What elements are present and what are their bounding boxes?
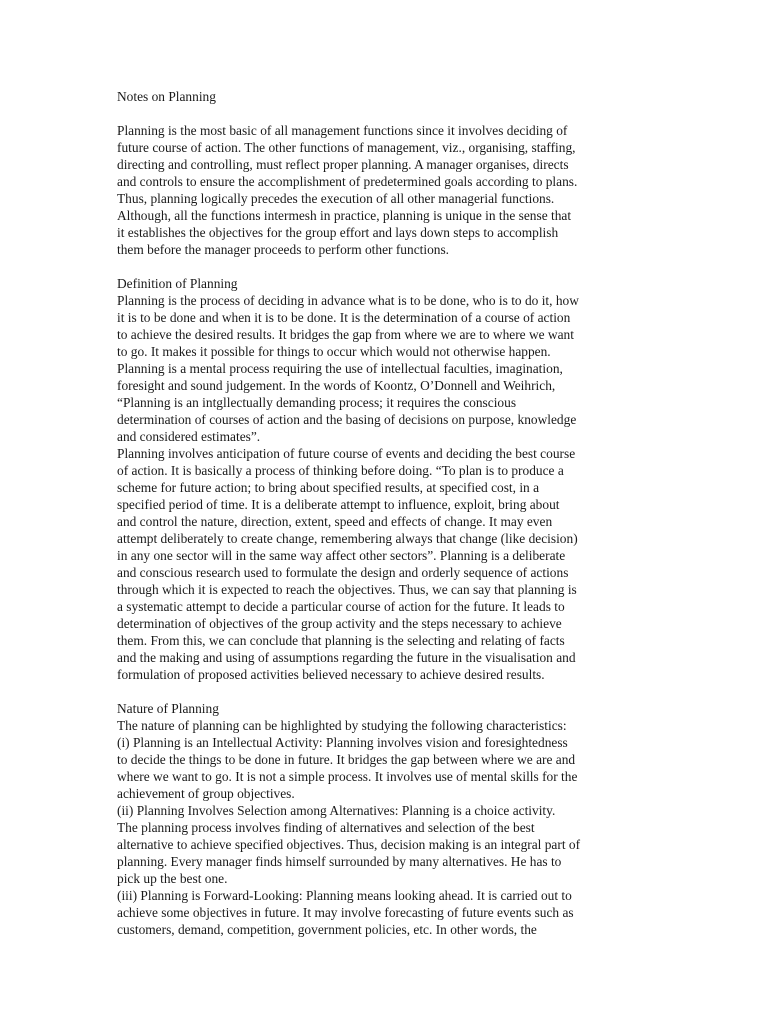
text-line: pick up the best one.	[117, 871, 228, 886]
text-line: where we want to go. It is not a simple process. It involves use of mental skills for the	[117, 769, 578, 784]
text-line: of action. It is basically a process of thinking before doing. “To plan is to produce a	[117, 463, 564, 478]
text-line: in any one sector will in the same way affect other sectors”. Planning is a deliberate	[117, 548, 566, 563]
text-line: directing and controlling, must reflect proper planning. A manager organises, directs	[117, 157, 569, 172]
text-line: future course of action. The other functions of management, viz., organising, staffing,	[117, 140, 576, 155]
text-line: it establishes the objectives for the group effort and lays down steps to accomplish	[117, 225, 559, 240]
definition-section	[117, 292, 657, 683]
text-line: customers, demand, competition, government policies, etc. In other words, the	[117, 922, 537, 937]
paragraph-gap	[117, 683, 657, 700]
text-line: to achieve the desired results. It bridges the gap from where we are to where we want	[117, 327, 574, 342]
text-line: it is to be done and when it is to be done. It is the determination of a course of action	[117, 310, 571, 325]
intro-paragraph	[117, 122, 657, 258]
text-line: to go. It makes it possible for things to occur which would not otherwise happen.	[117, 344, 551, 359]
text-line: them before the manager proceeds to perform other functions.	[117, 242, 450, 257]
text-line: determination of objectives of the group activity and the steps necessary to achieve	[117, 616, 562, 631]
paragraph-gap	[117, 258, 657, 275]
text-line: alternative to achieve specified objectives. Thus, decision making is an integral part of	[117, 837, 581, 852]
text-line: formulation of proposed activities believed necessary to achieve desired results.	[117, 667, 545, 682]
text-line: (iii) Planning is Forward-Looking: Planning means looking ahead. It is carried out to	[117, 888, 572, 903]
text-line: a systematic attempt to decide a particular course of action for the future. It leads to	[117, 599, 565, 614]
text-line: achievement of group objectives.	[117, 786, 295, 801]
text-line: The planning process involves finding of alternatives and selection of the best	[117, 820, 535, 835]
text-line: Planning involves anticipation of future course of events and deciding the best course	[117, 446, 576, 461]
text-line: Thus, planning logically precedes the execution of all other managerial functions.	[117, 191, 555, 206]
text-line: and the making and using of assumptions regarding the future in the visualisation and	[117, 650, 576, 665]
text-line: and considered estimates”.	[117, 429, 261, 444]
text-line: achieve some objectives in future. It may involve forecasting of future events such as	[117, 905, 574, 920]
text-line: planning. Every manager finds himself surrounded by many alternatives. He has to	[117, 854, 562, 869]
text-line: The nature of planning can be highlighted by studying the following characteristics:	[117, 718, 567, 733]
text-line: determination of courses of action and the basing of decisions on purpose, knowledge	[117, 412, 577, 427]
text-line: and control the nature, direction, extent, speed and effects of change. It may even	[117, 514, 553, 529]
text-line: specified period of time. It is a deliberate attempt to influence, exploit, bring about	[117, 497, 560, 512]
text-line: to decide the things to be done in future. It bridges the gap between where we are and	[117, 752, 576, 767]
text-line: Although, all the functions intermesh in practice, planning is unique in the sense that	[117, 208, 572, 223]
text-line: and controls to ensure the accomplishment of predetermined goals according to plans.	[117, 174, 578, 189]
document-title: Notes on Planning	[117, 89, 216, 104]
paragraph-gap	[117, 105, 657, 122]
text-line: Planning is the most basic of all management functions since it involves deciding of	[117, 123, 568, 138]
text-line: attempt deliberately to create change, remembering always that change (like decision)	[117, 531, 578, 546]
text-line: (i) Planning is an Intellectual Activity: Planning involves vision and foresightedness	[117, 735, 568, 750]
text-line: (ii) Planning Involves Selection among Alternatives: Planning is a choice activity.	[117, 803, 556, 818]
text-line: scheme for future action; to bring about specified results, at specified cost, in a	[117, 480, 540, 495]
text-line: and conscious research used to formulate the design and orderly sequence of actions	[117, 565, 569, 580]
document-page	[117, 88, 657, 938]
text-line: “Planning is an intgllectually demanding process; it requires the conscious	[117, 395, 517, 410]
text-line: through which it is expected to reach the objectives. Thus, we can say that planning is	[117, 582, 577, 597]
nature-section	[117, 717, 657, 938]
text-line: Planning is the process of deciding in advance what is to be done, who is to do it, how	[117, 293, 579, 308]
nature-heading: Nature of Planning	[117, 701, 219, 716]
text-line: foresight and sound judgement. In the words of Koontz, O’Donnell and Weihrich,	[117, 378, 556, 393]
definition-heading: Definition of Planning	[117, 276, 238, 291]
text-line: Planning is a mental process requiring the use of intellectual faculties, imagination,	[117, 361, 563, 376]
text-line: them. From this, we can conclude that planning is the selecting and relating of facts	[117, 633, 565, 648]
